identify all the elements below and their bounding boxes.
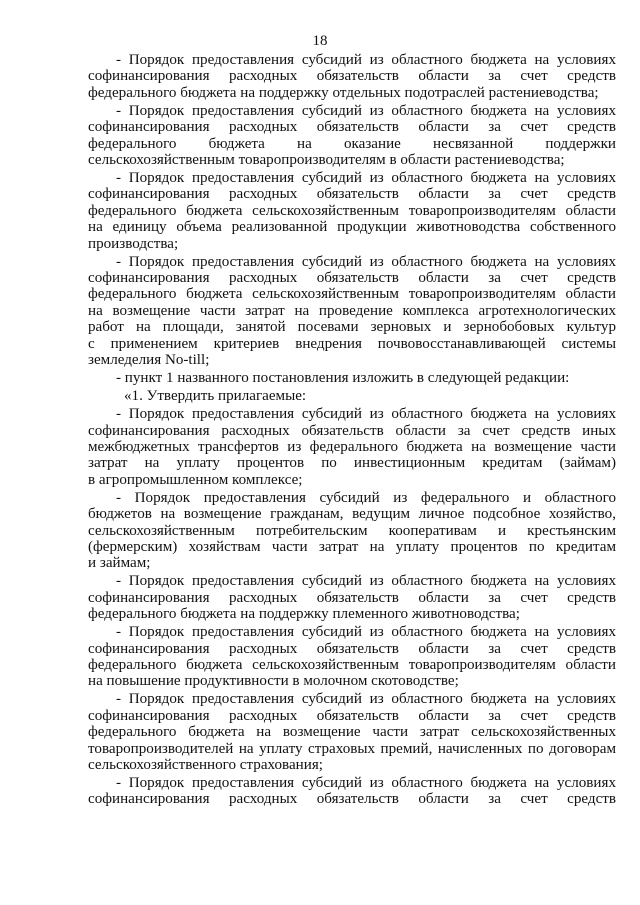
text-line: федерального бюджета сельскохозяйственным товаропроизводителям области — [88, 656, 616, 673]
document-body — [88, 52, 616, 809]
paragraph — [88, 254, 616, 369]
text-line: федерального бюджета на возмещение части затрат сельскохозяйственных — [88, 724, 616, 741]
paragraph — [88, 775, 616, 808]
text-line: - Порядок предоставления субсидий из областного бюджета на условиях — [116, 624, 616, 641]
paragraph — [88, 170, 616, 252]
text-line: софинансирования расходных обязательств области за счет средств — [88, 791, 616, 808]
text-line: федерального бюджета на оказание несвязанной поддержки — [88, 135, 616, 152]
paragraph — [88, 406, 616, 488]
text-line: софинансирования расходных обязательств области за счет средств — [88, 119, 616, 136]
text-line: сельскохозяйственным потребительским кооперативам и крестьянским — [88, 522, 616, 539]
paragraph — [88, 573, 616, 622]
text-line: на единицу объема реализованной продукции животноводства собственного — [88, 219, 616, 236]
text-line: производства; — [88, 235, 179, 252]
text-line: работ на площади, занятой посевами зерновых и зернобобовых культур — [88, 319, 616, 336]
text-line: сельскохозяйственного страхования; — [88, 757, 323, 773]
text-line: софинансирования расходных обязательств области за счет средств — [88, 589, 616, 606]
text-line: - Порядок предоставления субсидий из областного бюджета на условиях — [116, 775, 616, 791]
text-line: - Порядок предоставления субсидий из областного бюджета на условиях — [116, 170, 616, 187]
text-line: земледелия No-till; — [88, 352, 210, 369]
text-line: и займам; — [88, 555, 151, 572]
text-line: федерального бюджета на поддержку племенного животноводства; — [88, 606, 520, 623]
paragraph — [88, 624, 616, 690]
text-line: софинансирования расходных обязательств области за счет средств — [88, 270, 616, 287]
text-line: «1. Утвердить прилагаемые: — [124, 388, 307, 405]
text-line: с применением критериев внедрения почвовосстанавливающей системы — [88, 335, 616, 352]
text-line: - Порядок предоставления субсидий из областного бюджета на условиях — [116, 406, 616, 423]
text-line: - Порядок предоставления субсидий из областного бюджета на условиях — [116, 691, 616, 708]
text-line: (фермерским) хозяйствам части затрат на уплату процентов по кредитам — [88, 538, 616, 555]
text-line: - пункт 1 названного постановления изложить в следующей редакции: — [116, 370, 570, 387]
page-number: 18 — [312, 33, 328, 49]
text-line: федерального бюджета на поддержку отдельных подотраслей растениеводства; — [88, 84, 599, 101]
paragraph — [88, 388, 616, 404]
text-line: бюджетов на возмещение гражданам, ведущим личное подсобное хозяйство, — [88, 506, 616, 523]
text-line: затрат на уплату процентов по инвестиционным кредитам (займам) — [88, 455, 616, 472]
text-line: софинансирования расходных обязательств области за счет средств — [88, 186, 616, 203]
text-line: - Порядок предоставления субсидий из областного бюджета на условиях — [116, 253, 616, 270]
text-line: на возмещение части затрат на проведение комплекса агротехнологических — [88, 302, 616, 319]
text-line: сельскохозяйственным товаропроизводителям в области растениеводства; — [88, 152, 565, 169]
paragraph — [88, 691, 616, 773]
text-line: на повышение продуктивности в молочном скотоводстве; — [88, 673, 459, 690]
text-line: в агропромышленном комплексе; — [88, 471, 303, 488]
paragraph — [88, 52, 616, 101]
text-line: - Порядок предоставления субсидий из областного бюджета на условиях — [116, 573, 616, 590]
text-line: - Порядок предоставления субсидий из областного бюджета на условиях — [116, 102, 616, 119]
text-line: федерального бюджета сельскохозяйственным товаропроизводителям области — [88, 286, 616, 303]
paragraph — [88, 103, 616, 169]
text-line: софинансирования расходных обязательств области за счет средств — [88, 68, 616, 85]
paragraph — [88, 370, 616, 386]
text-line: товаропроизводителей на уплату страховых премий, начисленных по договорам — [88, 740, 616, 757]
text-line: - Порядок предоставления субсидий из областного бюджета на условиях — [116, 52, 616, 68]
text-line: софинансирования расходных обязательств области за счет средств — [88, 707, 616, 724]
paragraph — [88, 490, 616, 572]
text-line: - Порядок предоставления субсидий из федерального и областного — [116, 489, 616, 506]
text-line: софинансирования расходных обязательств области за счет средств иных — [88, 422, 616, 439]
text-line: федерального бюджета сельскохозяйственным товаропроизводителям области — [88, 202, 616, 219]
text-line: межбюджетных трансфертов из федерального бюджета на возмещение части — [88, 438, 616, 455]
text-line: софинансирования расходных обязательств области за счет средств — [88, 640, 616, 657]
